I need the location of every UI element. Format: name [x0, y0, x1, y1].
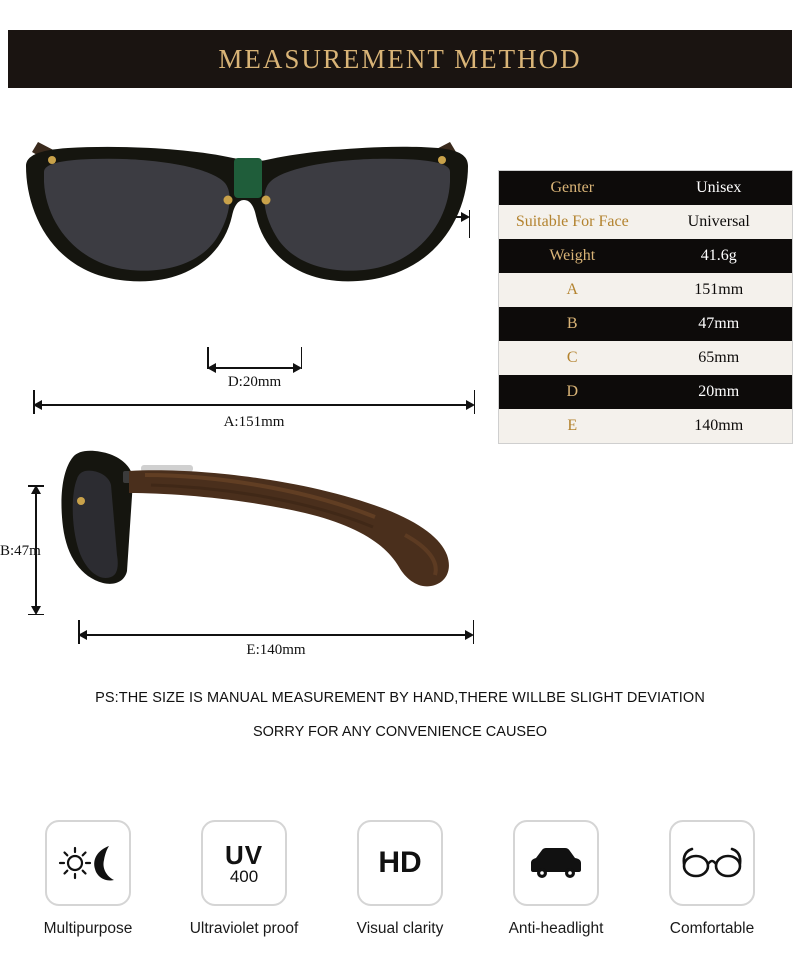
spec-value: Universal [687, 213, 750, 230]
feature-caption: Visual clarity [356, 920, 444, 937]
spec-key: Weight [549, 247, 596, 264]
feature-icon-box [357, 820, 443, 906]
uv-label: UV [224, 839, 264, 870]
spec-value: 151mm [694, 281, 744, 298]
car-icon [527, 846, 585, 880]
spec-key: Suitable For Face [515, 213, 629, 230]
dimension-d [207, 363, 302, 391]
side-view-diagram [0, 425, 500, 658]
spec-value: 47mm [698, 315, 740, 332]
dimension-d-line [207, 363, 302, 373]
table-row [499, 205, 792, 239]
spec-key: Genter [550, 179, 595, 196]
spec-key: B [566, 315, 578, 332]
spec-value: 140mm [694, 417, 744, 434]
page-title: MEASUREMENT METHOD [218, 43, 582, 74]
front-view-diagram [0, 95, 500, 430]
uv400-icon [224, 839, 264, 886]
feature-uv400 [168, 820, 320, 938]
note-line-1: PS:THE SIZE IS MANUAL MEASUREMENT BY HAND,THERE WILLBE SLIGHT DEVIATION [95, 690, 705, 706]
spec-value: 65mm [698, 349, 740, 366]
dimension-d-label: D:20mm [227, 374, 282, 390]
sun-moon-icon [57, 840, 119, 886]
hd-icon: HD [378, 846, 422, 879]
spec-key: E [567, 417, 578, 434]
feature-icon-box [45, 820, 131, 906]
feature-icon-row [0, 820, 800, 938]
table-row [499, 171, 792, 205]
table-row [499, 375, 792, 409]
dimension-a-label: A:151mm [223, 414, 285, 430]
dimension-a-line [33, 400, 475, 410]
feature-multipurpose [12, 820, 164, 938]
feature-icon-box [513, 820, 599, 906]
note-line-2: SORRY FOR ANY CONVENIENCE CAUSEO [252, 724, 548, 740]
table-row [499, 273, 792, 307]
sunglasses-front-illustration [8, 120, 478, 320]
feature-comfortable [636, 820, 788, 938]
feature-caption: Anti-headlight [508, 920, 604, 937]
feature-caption: Multipurpose [43, 920, 133, 937]
table-row [499, 307, 792, 341]
dimension-b-label: B:47m [0, 543, 41, 559]
specification-table [498, 170, 793, 444]
dimension-e [78, 630, 474, 659]
spec-value: Unisex [696, 179, 742, 196]
measurement-notes [0, 690, 800, 740]
uv-number: 400 [229, 866, 259, 886]
dimension-e-line [78, 630, 474, 640]
table-row [499, 409, 792, 443]
spec-key: D [566, 383, 579, 400]
dimension-e-label: E:140mm [246, 642, 306, 658]
feature-icon-box [201, 820, 287, 906]
feature-caption: Ultraviolet proof [189, 920, 299, 937]
sunglasses-side-illustration [55, 435, 475, 620]
feature-visual-clarity [324, 820, 476, 938]
spec-value: 20mm [698, 383, 740, 400]
spec-key: A [566, 281, 579, 298]
table-row [499, 239, 792, 273]
glasses-icon [681, 846, 743, 880]
feature-caption: Comfortable [669, 920, 755, 937]
feature-icon-box [669, 820, 755, 906]
spec-value: 41.6g [700, 247, 737, 264]
table-row [499, 341, 792, 375]
spec-key: C [566, 349, 578, 366]
page-header [8, 30, 792, 88]
feature-anti-headlight [480, 820, 632, 938]
